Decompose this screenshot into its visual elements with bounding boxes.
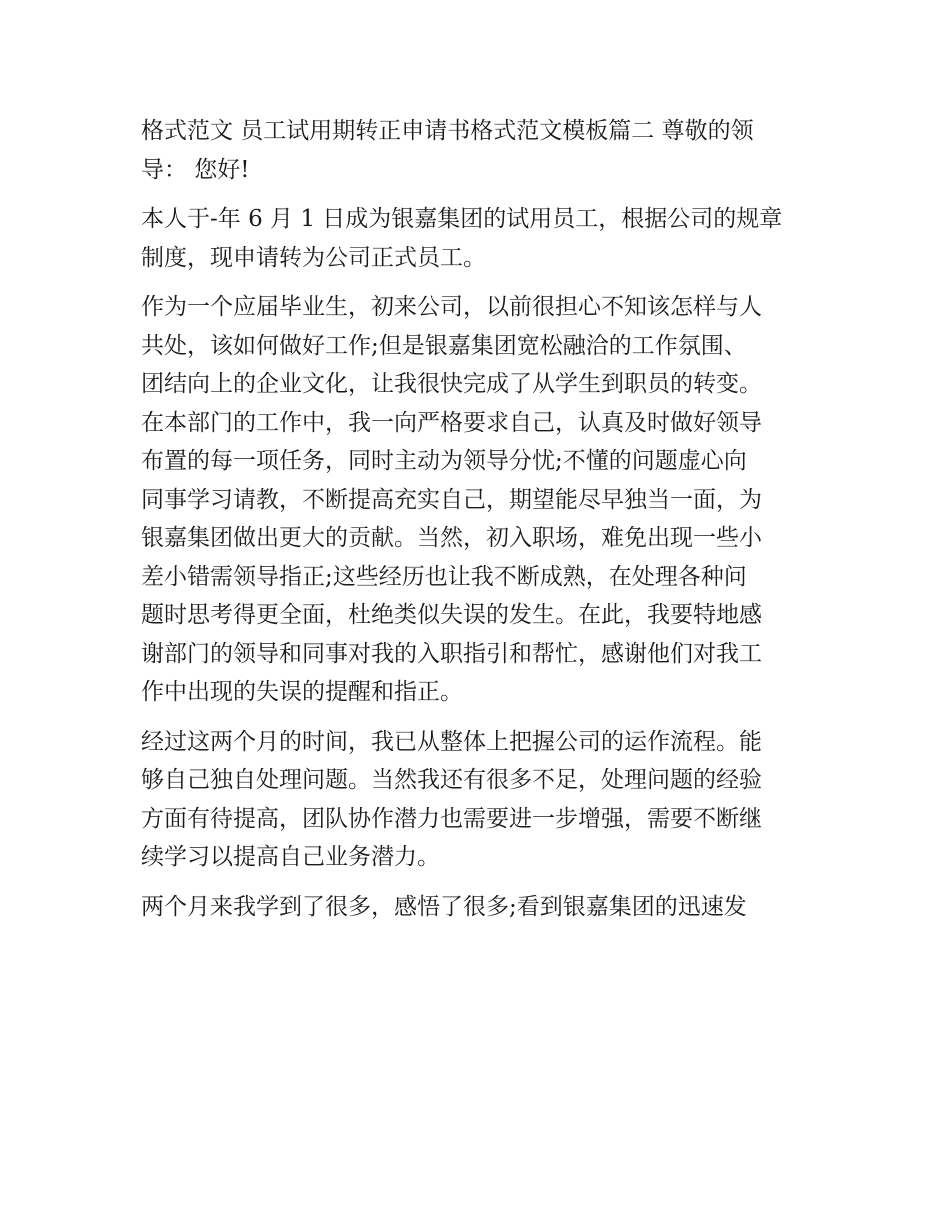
- text-line: 题时思考得更全面，杜绝类似失误的发生。在此，我要特地感: [141, 602, 762, 628]
- text-line: 格式范文 员工试用期转正申请书格式范文模板篇二 尊敬的领: [141, 118, 754, 144]
- paragraph-experience: [141, 288, 821, 712]
- text-line: 差小错需领导指正;这些经历也让我不断成熟，在处理各种问: [141, 563, 747, 590]
- text-line: 布置的每一项任务，同时主动为领导分忧;不懂的问题虚心向: [141, 448, 747, 474]
- text-line: 经过这两个月的时间，我已从整体上把握公司的运作流程。能: [141, 728, 762, 755]
- text-line: 作为一个应届毕业生，初来公司，以前很担心不知该怎样与人: [141, 294, 762, 320]
- text-line: 两个月来我学到了很多，感悟了很多;看到银嘉集团的迅速发: [141, 893, 747, 920]
- paragraph-reflection: [141, 723, 821, 877]
- paragraph-salutation: [141, 112, 821, 189]
- text-line: 同事学习请教，不断提高充实自己，期望能尽早独当一面，为: [141, 486, 762, 513]
- text-line: 在本部门的工作中，我一向严格要求自己，认真及时做好领导: [141, 409, 762, 436]
- paragraph-application: [141, 200, 821, 277]
- text-line: 共处，该如何做好工作;但是银嘉集团宽松融洽的工作氛围、: [141, 332, 747, 359]
- text-line: 银嘉集团做出更大的贡献。当然，初入职场，难免出现一些小: [141, 525, 762, 551]
- text-line: 导： 您好!: [141, 156, 250, 183]
- text-line: 作中出现的失误的提醒和指正。: [141, 679, 463, 705]
- text-line: 团结向上的企业文化，让我很快完成了从学生到职员的转变。: [141, 371, 762, 397]
- text-line: 本人于-年 6 月 1 日成为银嘉集团的试用员工，根据公司的规章: [141, 206, 783, 232]
- text-line: 续学习以提高自己业务潜力。: [141, 844, 440, 870]
- text-line: 谢部门的领导和同事对我的入职指引和帮忙，感谢他们对我工: [141, 640, 762, 667]
- paragraph-closing: [141, 888, 821, 927]
- document-body: [141, 112, 821, 926]
- text-line: 够自己独自处理问题。当然我还有很多不足，处理问题的经验: [141, 767, 762, 793]
- text-line: 方面有待提高，团队协作潜力也需要进一步增强，需要不断继: [141, 805, 762, 832]
- text-line: 制度，现申请转为公司正式员工。: [141, 244, 486, 271]
